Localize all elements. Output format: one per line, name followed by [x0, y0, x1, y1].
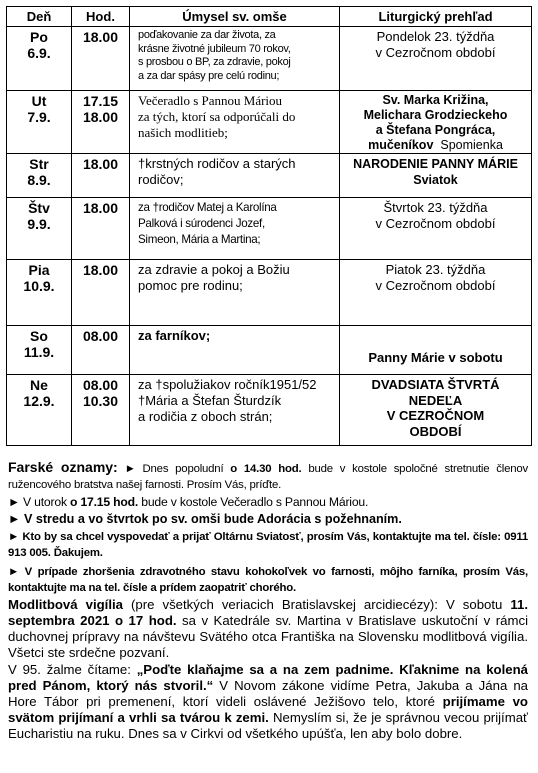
- announcement-vigil: Modlitbová vigília (pre všetkých veriacich Bratislavskej arcidiecézy): V sobotu 11. septembra 2021 o 17 hod. sa v Katedrále sv. Martina v Bratislave uskutoční v rámci duchovnej prípravy na návštevu Svätého otca Františka na Slovensku modlitbová vigília. Všetci ste srdečne pozvaní.: [8, 597, 529, 660]
- day-cell: Str 8.9.: [7, 154, 72, 198]
- liturgy-cell: Piatok 23. týždňa v Cezročnom období: [340, 260, 532, 326]
- hour-cell: 17.15 18.00: [72, 91, 130, 154]
- hour-cell: 18.00: [72, 27, 130, 91]
- hour-cell: 18.00: [72, 198, 130, 260]
- table-row: [7, 260, 532, 326]
- liturgy-cell: Pondelok 23. týždňa v Cezročnom období: [340, 27, 532, 91]
- day-cell: Štv 9.9.: [7, 198, 72, 260]
- day-cell: Pia 10.9.: [7, 260, 72, 326]
- intention-cell: za zdravie a pokoj a Božiu pomoc pre rodinu;: [130, 260, 340, 326]
- announcement-cenacle: ► V utorok o 17.15 hod. bude v kostole Večeradlo s Pannou Máriou.: [8, 495, 369, 509]
- header-intention: Úmysel sv. omše: [130, 7, 340, 27]
- liturgy-cell: Panny Márie v sobotu: [340, 326, 532, 375]
- hour-cell: 08.00: [72, 326, 130, 375]
- hour-cell: 18.00: [72, 260, 130, 326]
- table-row: [7, 198, 532, 260]
- table-row: [7, 154, 532, 198]
- table-row: [7, 91, 532, 154]
- table-row: [7, 326, 532, 375]
- announcement-confession: ► Kto by sa chcel vyspovedať a prijať Oltárnu Sviatosť, prosím Vás, kontaktujte ma tel. čísle: 0911 913 005. Ďakujem.: [8, 531, 528, 559]
- liturgy-cell: DVADSIATA ŠTVRTÁ NEDEĽA V CEZROČNOM OBDOBÍ: [340, 375, 532, 446]
- liturgy-cell: Sv. Marka Križina, Melichara Grodzieckeho a Štefana Pongráca, mučeníkov Spomienka: [340, 91, 532, 154]
- liturgy-cell: NARODENIE PANNY MÁRIE Sviatok: [340, 154, 532, 198]
- day-cell: Ut 7.9.: [7, 91, 72, 154]
- intention-cell: za †rodičov Matej a Karolína Palková i súrodenci Jozef, Simeon, Mária a Martina;: [130, 198, 340, 260]
- header-liturgy: Liturgický prehľad: [340, 7, 532, 27]
- mass-schedule-table: [6, 6, 532, 446]
- day-cell: Ne 12.9.: [7, 375, 72, 446]
- liturgy-cell: Štvrtok 23. týždňa v Cezročnom období: [340, 198, 532, 260]
- table-row: [7, 375, 532, 446]
- table-row: [7, 27, 532, 91]
- intention-cell: poďakovanie za dar života, za krásne životné jubileum 70 rokov, s prosbou o BP, za zdravie, pokoj a za dar spásy pre celú rodinu;: [130, 27, 340, 91]
- announcement-psalm: V 95. žalme čítame: „Poďte klaňajme sa a na zem padnime. Kľaknime na kolená pred Pánom, ktorý nás stvoril.“ V Novom zákone vidíme Petra, Jakuba a Jána na Hore Tábor pri premenení, ktorí videli oslávené Ježišovo telo, ktoré prijímame vo svätom prijímaní a vrhli sa tvárou k zemi. Nemyslím si, že je správnou vecou prijímať Eucharistiu na ruku. Dnes sa v Cirkvi od všetkého upúšťa, len aby bolo dobre.: [8, 662, 529, 741]
- header-day: Deň: [7, 7, 72, 27]
- header-hour: Hod.: [72, 7, 130, 27]
- intention-cell: Večeradlo s Pannou Máriou za tých, ktorí sa odporúčali do našich modlitieb;: [130, 91, 340, 154]
- intention-cell: †krstných rodičov a starých rodičov;: [130, 154, 340, 198]
- hour-cell: 08.00 10.30: [72, 375, 130, 446]
- intention-cell: za †spolužiakov ročník1951/52 †Mária a Štefan Šturdzík a rodičia z oboch strán;: [130, 375, 340, 446]
- announcement-rosary: Farské oznamy: ► Dnes popoludní o 14.30 hod. bude v kostole spoločné stretnutie členov ružencového bratstva našej farnosti. Prosím Vás, príďte.: [8, 459, 528, 491]
- announcement-adoration: ► V stredu a vo štvrtok po sv. omši bude Adorácia s požehnaním.: [8, 512, 402, 526]
- announcement-sick: ► V prípade zhoršenia zdravotného stavu kohokoľvek vo farnosti, môjho farníka, prosím Vás, kontaktujte ma na tel. čísle a prídem zaopatriť chorého.: [8, 566, 528, 594]
- announcements: [8, 459, 528, 742]
- intention-cell: za farníkov;: [130, 326, 340, 375]
- hour-cell: 18.00: [72, 154, 130, 198]
- day-cell: So 11.9.: [7, 326, 72, 375]
- table-header-row: [7, 7, 532, 27]
- day-cell: Po 6.9.: [7, 27, 72, 91]
